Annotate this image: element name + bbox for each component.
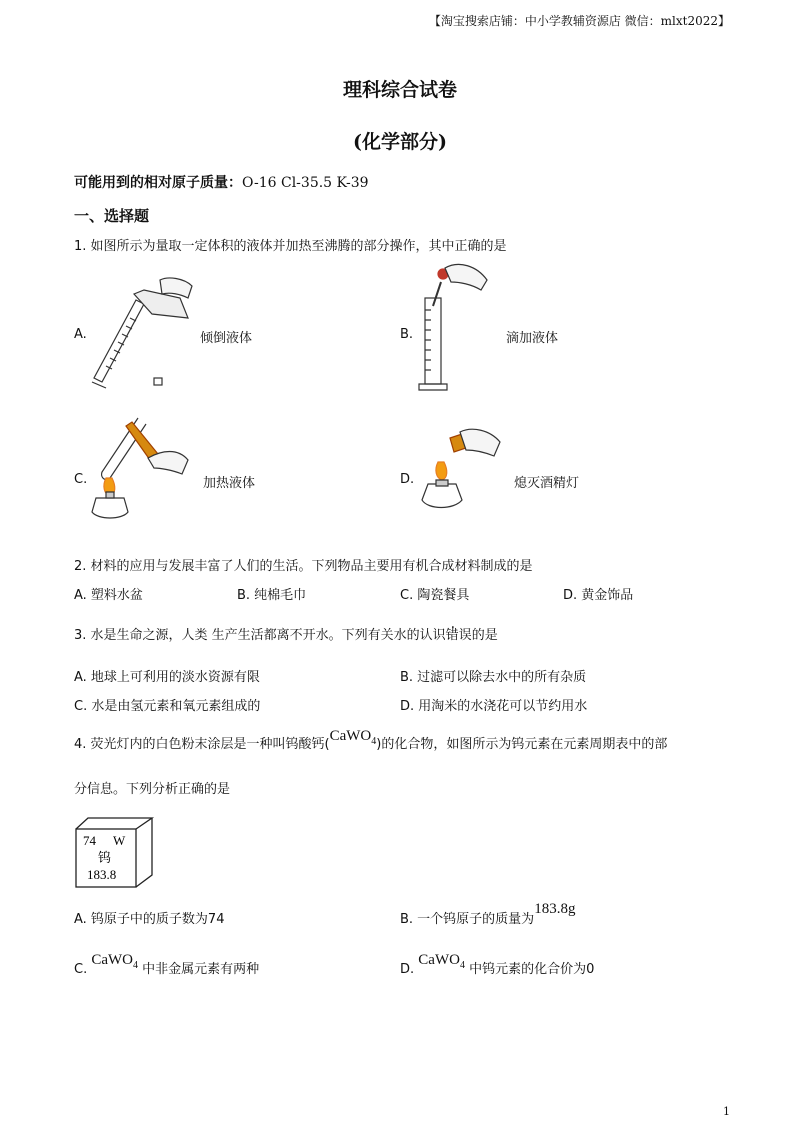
test-tube-heating-icon <box>88 412 198 524</box>
q1-stem: 1. 如图所示为量取一定体积的液体并加热至沸腾的部分操作，其中正确的是 <box>74 239 507 254</box>
q1-option-c-caption: 加热液体 <box>203 476 256 491</box>
q4-stem-start: 4. 荧光灯内的白色粉末涂层是一种叫钨酸钙( <box>74 737 330 752</box>
formula-subscript: 4 <box>371 736 377 747</box>
page-number: 1 <box>723 1105 730 1118</box>
atomic-masses <box>74 172 369 192</box>
q3-option-b[interactable]: B. 过滤可以除去水中的所有杂质 <box>400 670 587 685</box>
q4-option-d[interactable] <box>400 952 595 980</box>
formula-subscript: 4 <box>459 960 465 971</box>
q3-option-d[interactable]: D. 用淘米的水浇花可以节约用水 <box>400 699 588 714</box>
page-title: 理科综合试卷 <box>342 79 457 101</box>
atomic-masses-label: 可能用到的相对原子质量： <box>74 175 242 191</box>
q3-stem <box>74 624 498 643</box>
q2-option-d[interactable]: D. 黄金饰品 <box>563 588 634 603</box>
formula-base: CaWO <box>418 952 460 968</box>
q4-option-b-text: B. 一个钨原子的质量为 <box>400 912 535 927</box>
q3-stem-end: 的是 <box>471 628 498 643</box>
element-card <box>75 817 155 889</box>
q4-stem-line2: 分信息。下列分析正确的是 <box>74 782 231 797</box>
q4-option-d-formula <box>418 952 465 971</box>
q1-option-b-caption: 滴加液体 <box>506 331 559 346</box>
dropper-into-cylinder-icon <box>415 260 495 392</box>
q3-stem-start: 3. 水是生命之源，人类 生产生活都离不开水。下列有关水的认识 <box>74 628 446 643</box>
page-subtitle: (化学部分) <box>353 131 447 153</box>
formula-base: CaWO <box>91 952 134 968</box>
q4-option-b-value: 183.8g <box>534 901 576 917</box>
element-name: 钨 <box>98 850 112 865</box>
blowing-out-lamp-icon <box>418 424 508 524</box>
formula-subscript: 4 <box>133 960 139 971</box>
q4-option-c-formula <box>91 952 139 971</box>
q4-option-c-letter: C. <box>74 962 88 977</box>
q4-formula <box>329 728 377 747</box>
q1-option-b-letter: B. <box>400 327 414 342</box>
q1-option-a-caption: 倾倒液体 <box>200 331 253 346</box>
element-mass: 183.8 <box>87 867 117 882</box>
q3-emphasis: 错误 <box>445 628 472 643</box>
element-symbol: W <box>113 833 126 848</box>
q3-option-c[interactable]: C. 水是由氢元素和氧元素组成的 <box>74 699 261 714</box>
q1-option-d-caption: 熄灭酒精灯 <box>514 476 580 491</box>
q2-option-c[interactable]: C. 陶瓷餐具 <box>400 588 470 603</box>
q4-option-d-letter: D. <box>400 962 415 977</box>
atomic-masses-values: O-16 Cl-35.5 K-39 <box>242 175 369 191</box>
q2-stem: 2. 材料的应用与发展丰富了人们的生活。下列物品主要用有机合成材料制成的是 <box>74 559 533 574</box>
q4-stem-line1 <box>74 728 668 755</box>
q2-option-a[interactable]: A. 塑料水盆 <box>74 588 143 603</box>
q1-option-a-letter: A. <box>74 327 87 342</box>
q3-option-a[interactable]: A. 地球上可利用的淡水资源有限 <box>74 670 260 685</box>
q1-option-d-letter: D. <box>400 472 415 487</box>
formula-base: CaWO <box>329 728 372 744</box>
q4-stem-mid: )的化合物，如图所示为钨元素在元素周期表中的部 <box>376 737 668 752</box>
shop-header: 【淘宝搜索店铺：中小学教辅资源店 微信：mlxt2022】 <box>428 14 730 28</box>
section-title: 一、选择题 <box>74 207 150 225</box>
q2-option-b[interactable]: B. 纯棉毛巾 <box>237 588 307 603</box>
q4-option-d-text: 中钨元素的化合价为0 <box>469 962 595 977</box>
q4-option-a[interactable]: A. 钨原子中的质子数为74 <box>74 912 225 927</box>
q4-option-b[interactable] <box>400 901 576 928</box>
q4-option-c-text: 中非金属元素有两种 <box>142 962 260 977</box>
element-number: 74 <box>83 833 96 848</box>
graduated-cylinder-pouring-icon <box>88 268 198 393</box>
q4-option-c[interactable] <box>74 952 260 980</box>
q1-option-c-letter: C. <box>74 472 88 487</box>
